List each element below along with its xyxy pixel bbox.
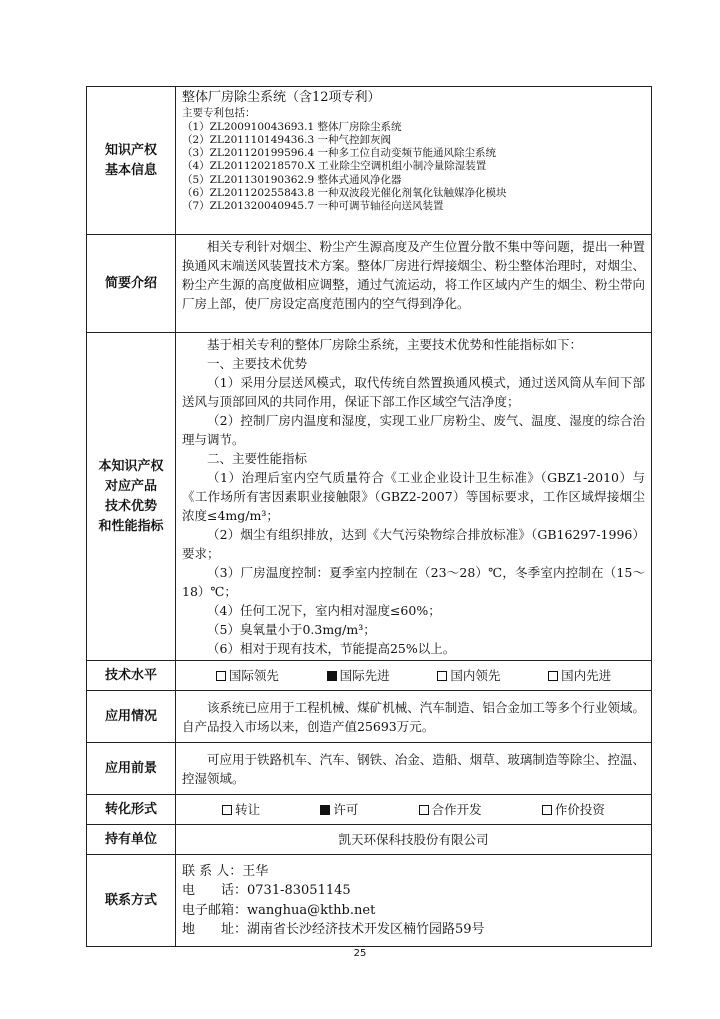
patents-subtitle: 主要专利包括： (182, 107, 256, 119)
contact-key: 联 系 人： (182, 863, 243, 879)
tech-level-option[interactable] (327, 666, 390, 685)
contact-key: 电 话： (182, 883, 248, 898)
contact-key: 电子邮箱： (182, 902, 248, 918)
label-application: 应用情况 (87, 691, 176, 743)
contact-value: 湖南省长沙经济技术开发区楠竹园路59号 (247, 922, 485, 937)
application-content (176, 691, 652, 743)
patent-item: （4）ZL201120218570.X 工业除尘空调机组小制冷量除湿装置 (182, 160, 487, 173)
transfer-option[interactable] (419, 800, 482, 819)
transfer-option[interactable] (320, 800, 358, 819)
option-label: 转让 (235, 802, 261, 817)
row-application (87, 691, 652, 743)
row-contact (87, 855, 652, 947)
label-tech-level: 技术水平 (87, 661, 176, 691)
patent-item: （2）ZL201110149436.3 一种气控卸灰阀 (182, 133, 391, 146)
ip-info-table (86, 86, 652, 947)
label-advantages (87, 333, 176, 661)
prospect-content (176, 743, 652, 795)
option-label: 国内领先 (450, 668, 501, 683)
option-label: 作价投资 (554, 802, 605, 817)
performance-item: （1）治理后室内空气质量符合《工业企业设计卫生标准》（GBZ1-2010）与《工作场所有害因素职业接触限》（GBZ2-2007）等国标要求，工作区域焊接烟尘浓度≤4mg/m³； (182, 470, 645, 523)
label-line: 本知识产权 (98, 458, 164, 474)
row-holder (87, 825, 652, 855)
tech-level-content (176, 661, 652, 691)
transfer-option[interactable] (542, 800, 605, 819)
option-label: 国际先进 (339, 668, 390, 683)
transfer-options (182, 800, 645, 819)
tech-level-option[interactable] (216, 666, 279, 685)
tech-level-options (182, 666, 645, 685)
row-ip-info (87, 87, 652, 235)
tech-level-option[interactable] (548, 666, 611, 685)
label-contact: 联系方式 (87, 855, 176, 947)
checkbox-icon[interactable] (216, 671, 226, 681)
checkbox-icon[interactable] (320, 805, 330, 815)
contact-content (176, 855, 652, 947)
performance-item: （6）相对于现有技术，节能提高25%以上。 (207, 641, 456, 656)
row-prospect (87, 743, 652, 795)
intro-content (176, 235, 652, 333)
label-line: 和性能指标 (98, 518, 164, 534)
label-intro: 简要介绍 (87, 235, 176, 333)
tech-level-option[interactable] (437, 666, 500, 685)
patent-item: （6）ZL201120255843.8 一种双波段光催化剂氧化钛触媒净化模块 (182, 186, 507, 199)
patent-item: （1）ZL200910043693.1 整体厂房除尘系统 (182, 120, 402, 133)
label-holder: 持有单位 (87, 825, 176, 855)
option-label: 许可 (333, 802, 359, 817)
checkbox-icon[interactable] (542, 805, 552, 815)
section-heading: 二、主要性能指标 (207, 451, 308, 466)
performance-item: （4）任何工况下，室内相对湿度≤60%； (207, 603, 441, 618)
contact-value[interactable]: wanghua@kthb.net (247, 902, 376, 918)
label-line: 技术优势 (104, 498, 157, 514)
checkbox-icon[interactable] (419, 805, 429, 815)
contact-value: 0731-83051145 (247, 883, 351, 898)
intro-text: 相关专利针对烟尘、粉尘产生源高度及产生位置分散不集中等问题，提出一种置换通风末端送风装置技术方案。整体厂房进行焊接烟尘、粉尘整体治理时，对烟尘、粉尘产生源的高度做相应调整，通过气流运动，将工作区域内产生的烟尘、粉尘带向厂房上部，使厂房设定高度范围内的空气得到净化。 (182, 239, 645, 311)
contact-value: 王华 (242, 863, 269, 879)
label-prospect: 应用前景 (87, 743, 176, 795)
label-line: 知识产权 (104, 142, 157, 158)
patent-item: （7）ZL201320040945.7 一种可调节轴径向送风装置 (182, 200, 444, 213)
row-intro (87, 235, 652, 333)
transfer-content (176, 795, 652, 825)
label-transfer: 转化形式 (87, 795, 176, 825)
ip-info-content (176, 87, 652, 235)
row-advantages (87, 333, 652, 661)
performance-item: （5）臭氧量小于0.3mg/m³； (207, 622, 376, 637)
option-label: 合作开发 (431, 802, 482, 817)
contact-address (182, 920, 645, 940)
checkbox-icon[interactable] (222, 805, 232, 815)
transfer-option[interactable] (222, 800, 260, 819)
section-heading: 一、主要技术优势 (207, 356, 308, 371)
prospect-text: 可应用于铁路机车、汽车、钢铁、冶金、造船、烟草、玻璃制造等除尘、控温、控湿领域。 (182, 751, 645, 786)
contact-key: 地 址： (182, 922, 248, 937)
performance-item: （3）厂房温度控制：夏季室内控制在（23～28）℃，冬季室内控制在（15～18）℃； (182, 565, 645, 599)
page-number: 25 (353, 948, 367, 959)
option-label: 国际领先 (228, 668, 279, 683)
label-ip-info (87, 87, 176, 235)
holder-name: 凯天环保科技股份有限公司 (338, 832, 489, 847)
row-tech-level (87, 661, 652, 691)
application-text: 该系统已应用于工程机械、煤矿机械、汽车制造、铝合金加工等多个行业领域。自产品投入市场以来，创造产值25693万元。 (182, 699, 645, 734)
checkbox-icon[interactable] (327, 671, 337, 681)
advantages-content (176, 333, 652, 661)
label-line: 对应产品 (104, 478, 157, 494)
performance-item: （2）烟尘有组织排放，达到《大气污染物综合排放标准》（GB16297-1996）要求； (182, 527, 645, 561)
contact-email (182, 901, 645, 921)
advantages-intro: 基于相关专利的整体厂房除尘系统，主要技术优势和性能指标如下： (207, 337, 583, 352)
patent-item: （5）ZL201130190362.9 整体式通风净化器 (182, 173, 402, 186)
label-line: 基本信息 (104, 162, 157, 178)
option-label: 国内先进 (561, 668, 612, 683)
contact-person (182, 862, 645, 882)
contact-phone (182, 881, 645, 901)
advantage-item: （2）控制厂房内温度和湿度，实现工业厂房粉尘、废气、温度、湿度的综合治理与调节。 (182, 413, 645, 447)
checkbox-icon[interactable] (437, 671, 447, 681)
holder-content (176, 825, 652, 855)
patent-item: （3）ZL201120199596.4 一种多工位自动变频节能通风除尘系统 (182, 147, 496, 160)
row-transfer (87, 795, 652, 825)
checkbox-icon[interactable] (548, 671, 558, 681)
advantage-item: （1）采用分层送风模式，取代传统自然置换通风模式，通过送风筒从车间下部送风与顶部回风的共同作用，保证下部工作区域空气洁净度； (182, 375, 645, 409)
system-title: 整体厂房除尘系统（含12项专利） (182, 90, 381, 105)
